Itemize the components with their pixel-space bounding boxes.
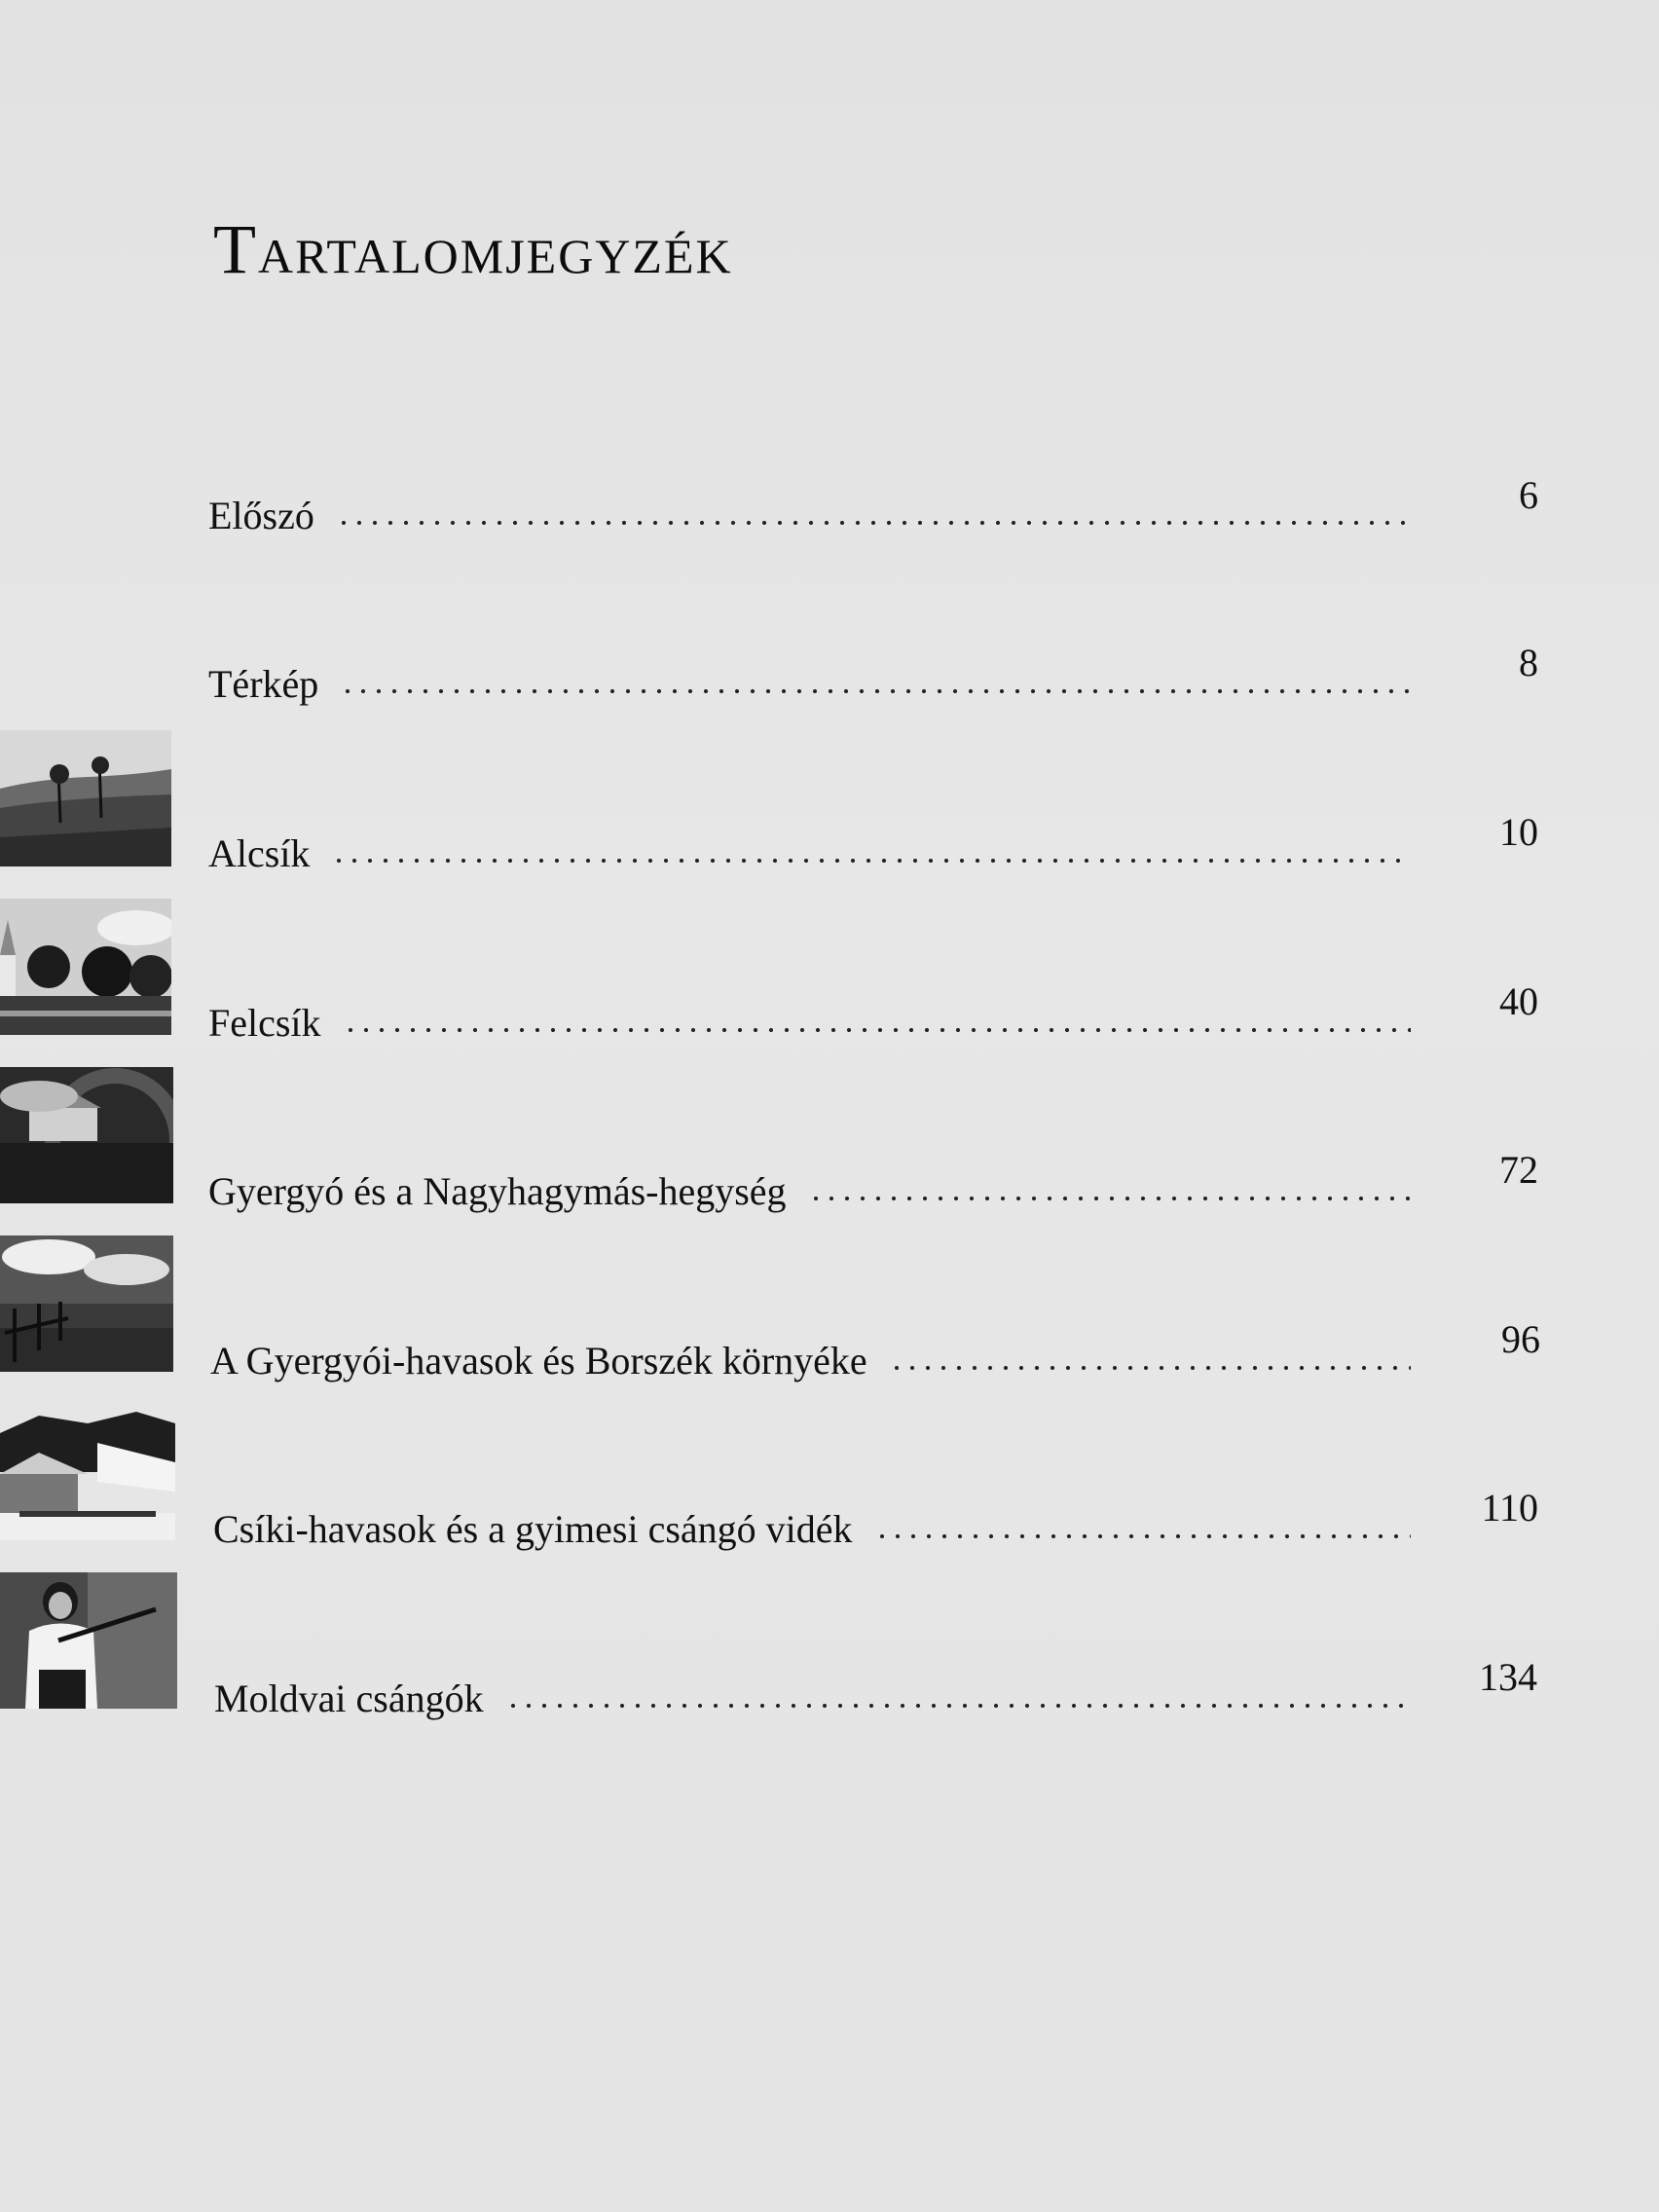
dot-leader [889, 1364, 1411, 1372]
toc-page-number: 110 [1481, 1486, 1538, 1530]
toc-entry-eloszo[interactable] [0, 402, 1659, 548]
toc-entry-label: Térkép [208, 662, 319, 706]
dot-leader [808, 1195, 1411, 1202]
dot-leader [874, 1532, 1411, 1540]
toc-entry-label: Csíki-havasok és a gyimesi csángó vidék [213, 1507, 853, 1551]
dot-leader [343, 1026, 1411, 1034]
toc-page-number: 6 [1519, 473, 1538, 517]
toc-entry-label: Gyergyó és a Nagyhagymás-hegység [208, 1169, 787, 1213]
toc-entry-gyergyo[interactable] [0, 1078, 1659, 1224]
toc-entry-moldvai-csangok[interactable] [0, 1585, 1659, 1731]
toc-entry-terkep[interactable] [0, 571, 1659, 717]
toc-entry-csiki-havasok[interactable] [0, 1416, 1659, 1562]
toc-entry-label: Alcsík [208, 831, 311, 875]
toc-entry-gyergyoi-havasok[interactable] [0, 1247, 1659, 1393]
dot-leader [331, 857, 1411, 865]
dot-leader [340, 687, 1411, 695]
toc-page-number: 40 [1499, 979, 1538, 1023]
toc-page-number: 72 [1499, 1148, 1538, 1192]
toc-page-number: 96 [1501, 1317, 1540, 1361]
toc-page-number: 134 [1479, 1655, 1537, 1699]
toc-entry-label: Felcsík [208, 1001, 321, 1045]
toc-entry-alcsik[interactable] [0, 740, 1659, 886]
toc-entry-label: Előszó [208, 494, 314, 537]
toc-entry-felcsik[interactable] [0, 909, 1659, 1055]
toc-entry-label: Moldvai csángók [214, 1677, 484, 1720]
page-title: Tartalomjegyzék [213, 210, 733, 288]
toc-page-number: 10 [1499, 810, 1538, 854]
toc-page-number: 8 [1519, 641, 1538, 684]
dot-leader [336, 519, 1411, 527]
toc-entry-label: A Gyergyói-havasok és Borszék környéke [210, 1339, 867, 1382]
dot-leader [505, 1702, 1411, 1710]
